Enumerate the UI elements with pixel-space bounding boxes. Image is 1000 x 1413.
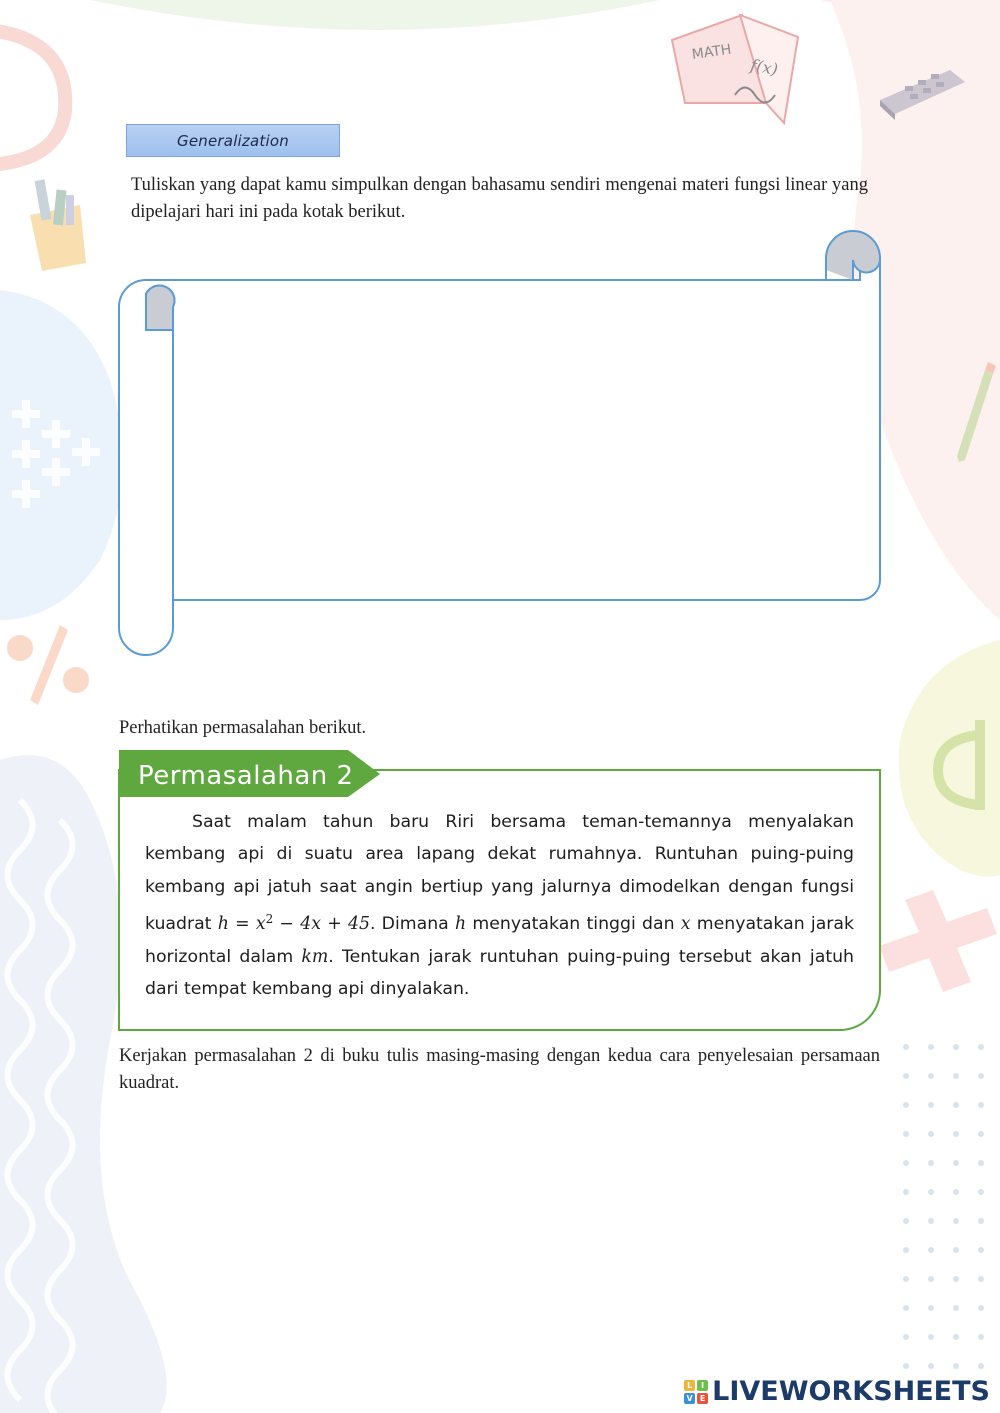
problem-text-part: . Tentukan jarak runtuhan puing-puing tersebut akan jatuh dari tempat kembang api dinyalakan. bbox=[145, 946, 855, 1000]
liveworksheets-icon: L I V E bbox=[684, 1380, 708, 1404]
svg-text:MATH: MATH bbox=[690, 41, 733, 64]
generalization-label: Generalization bbox=[126, 124, 340, 157]
svg-text:f(x): f(x) bbox=[749, 55, 780, 79]
problem-text-part: menyatakan tinggi dan bbox=[466, 914, 681, 935]
plus-decor-right bbox=[879, 890, 997, 992]
background-arc bbox=[0, 30, 65, 165]
generalization-instruction: Tuliskan yang dapat kamu simpulkan dengan bahasamu sendiri mengenai materi fungsi linear yang dipelajari hari ini pada kotak berikut. bbox=[131, 175, 868, 222]
dot-grid-decor bbox=[903, 1044, 984, 1369]
var-h: h bbox=[455, 914, 467, 935]
brand-name: LIVEWORKSHEETS bbox=[712, 1376, 990, 1407]
unit-km: km bbox=[301, 946, 329, 967]
problem-statement bbox=[145, 806, 854, 1005]
equation: $h = x^2 - 4x + 45$ bbox=[217, 912, 370, 935]
generalization-answer-field[interactable] bbox=[186, 292, 870, 592]
problem-text-part: . Dimana bbox=[369, 914, 456, 935]
percent-decor bbox=[7, 625, 89, 705]
problem-intro-text: Perhatikan permasalahan berikut. bbox=[119, 718, 367, 738]
pencil-cup-decor bbox=[30, 179, 86, 271]
problem-text-part: Saat malam tahun baru Riri bersama teman-temannya menyalakan kembang api di suatu area lapang dekat rumahnya. Runtuhan puing-puing kembang api jatuh saat angin bertiup yang jalurnya dimodelkan dengan fungsi kuadrat bbox=[145, 812, 854, 935]
assignment-instruction: Kerjakan permasalahan 2 di buku tulis masing-masing dengan kedua cara penyelesaian persamaan kuadrat. bbox=[119, 1046, 880, 1093]
var-x: x bbox=[680, 914, 691, 935]
math-book-decor bbox=[672, 15, 798, 123]
liveworksheets-logo bbox=[684, 1376, 990, 1407]
problem-text-part: menyatakan jarak horizontal dalam bbox=[145, 914, 854, 967]
problem-title: Permasalahan 2 bbox=[138, 761, 354, 791]
